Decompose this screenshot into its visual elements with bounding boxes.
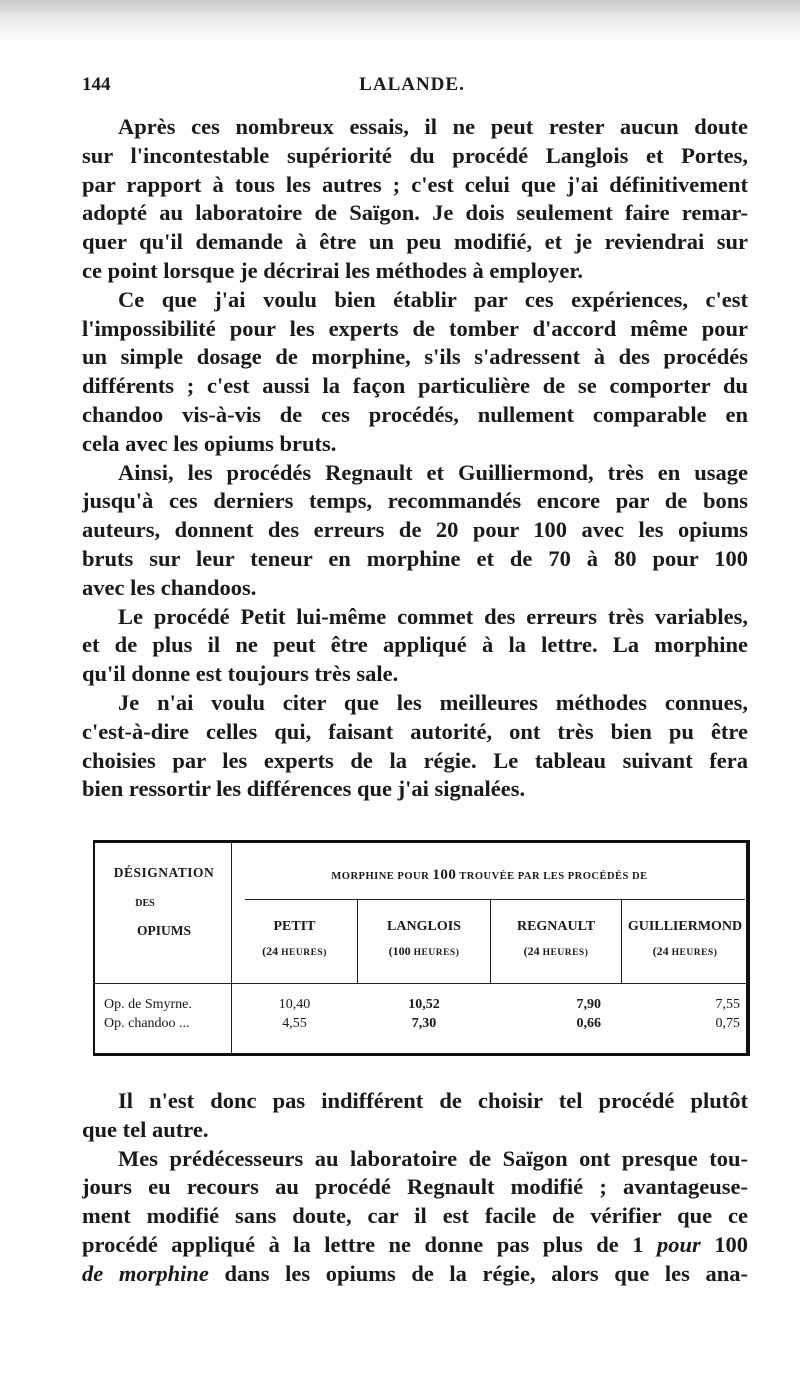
table-rule [490,899,491,983]
text-line: avec les chandoos. [82,574,257,600]
text-line: bruts sur leur teneur en morphine et de 70 à 80 pour 100 [82,545,748,571]
hours-number: (24 [262,944,279,958]
opiums-label: OPIUMS [137,923,191,938]
table-cell: 10,40 [278,997,311,1012]
text-line: quer qu'il demande à être un peu modifié, et je reviendrai sur [82,229,748,255]
text-line: que tel autre. [82,1116,209,1142]
running-head [82,74,742,102]
text-line: jusqu'à ces derniers temps, recommandés encore par de bons [82,488,748,514]
text-line: Je n'ai voulu citer que les meilleures méthodes connues, [118,689,748,715]
column-hours-regnault [491,944,621,959]
text-line: Ce que j'ai voulu bien établir par ces expériences, c'est [118,286,748,312]
hours-word: HEURES) [281,948,327,958]
text-line: ment modifié sans doute, car il est facile de vérifier que ce [82,1203,748,1229]
table-cell: 10,52 [408,997,440,1012]
table-cell: 7,30 [411,1016,437,1031]
column-header-regnault: REGNAULT [516,919,596,934]
body-text-bottom [82,1087,748,1289]
text-line: bien ressortir les différences que j'ai signalées. [82,776,526,802]
text-line: choisies par les experts de la régie. Le tableau suivant fera [82,747,748,773]
column-hours-guilliermond [622,944,748,959]
text-line: chandoo vis-à-vis de ces procédés, nullement comparable en [82,401,748,427]
text-line: qu'il donne est toujours très sale. [82,661,399,687]
text-segment: procédé appliqué à la lettre ne donne pas plus de 1 [82,1231,644,1257]
morphine-header [233,867,746,884]
column-hours-langlois [358,944,490,959]
text-line: Après ces nombreux essais, il ne peut rester aucun doute [118,114,748,139]
hours-number: (24 [523,944,540,958]
text-line: adopté au laboratoire de Saïgon. Je dois seulement faire remar- [82,200,748,226]
hours-word: HEURES) [413,948,460,958]
table-rule [95,983,746,984]
text-line: un simple dosage de morphine, s'ils s'adressent à des procédés [82,344,748,370]
table-rule [245,899,745,900]
morphine-header-num: 100 [432,867,457,883]
italic-text: de morphine [82,1260,209,1286]
text-line: c'est-à-dire celles qui, faisant autorité, ont très bien pu être [82,718,748,744]
text-line: Mes prédécesseurs au laboratoire de Saïgon ont presque tou- [118,1145,748,1171]
text-line-mixed [82,1231,748,1260]
column-header-guilliermond: GUILLIERMOND [627,919,743,934]
text-line: Ainsi, les procédés Regnault et Guilliermond, très en usage [118,459,748,485]
table-cell: 0,75 [715,1016,740,1031]
table-cell: 7,90 [576,997,601,1012]
text-line: jours eu recours au procédé Regnault modifié ; avantageuse- [82,1174,748,1200]
column-header-petit: PETIT [273,919,316,934]
table-cell: 0,66 [576,1016,601,1031]
table-cell: 7,55 [715,997,740,1012]
hours-number: (100 [388,944,411,958]
text-line: cela avec les opiums bruts. [82,430,337,456]
morphine-header-pre: MORPHINE POUR [331,871,430,882]
column-hours-petit [232,944,357,959]
text-line: l'impossibilité pour les experts de tomber d'accord même pour [82,315,748,341]
row-label-chandoo: Op. chandoo ... [104,1016,190,1031]
morphine-header-post: TROUVÉE PAR LES PROCÉDÉS DE [459,871,648,882]
table-rule [357,899,358,983]
text-line: Il n'est donc pas indifférent de choisir tel procédé plutôt [118,1088,748,1113]
page-number: 144 [82,74,111,95]
designation-header: DÉSIGNATION [113,865,215,880]
text-line: ce point lorsque je décrirai les méthodes à employer. [82,257,583,283]
hours-word: HEURES) [542,948,589,958]
des-label: DES [135,898,155,909]
scan-shadow [0,0,800,40]
column-header-langlois: LANGLOIS [387,919,461,934]
text-line: sur l'incontestable supériorité du procédé Langlois et Portes, [82,142,748,168]
text-line: par rapport à tous les autres ; c'est celui que j'ai définitivement [82,171,748,197]
text-segment: dans les opiums de la régie, alors que les ana- [224,1260,748,1286]
text-line: et de plus il ne peut être appliqué à la lettre. La morphine [82,632,748,658]
text-line: différents ; c'est aussi la façon particulière de se comporter du [82,373,748,399]
body-text-top [82,113,748,804]
text-segment: 100 [714,1231,748,1257]
text-line: Le procédé Petit lui-même commet des erreurs très variables, [118,603,748,629]
text-line-mixed [82,1260,748,1289]
table-rule [621,899,622,983]
row-label-smyrne: Op. de Smyrne. [104,997,192,1012]
running-head-title: LALANDE. [359,74,465,95]
hours-number: (24 [652,944,669,958]
morphine-table [93,840,750,1056]
hours-word: HEURES) [671,948,718,958]
italic-text: pour [657,1231,701,1257]
table-cell: 4,55 [282,1016,307,1031]
text-line: auteurs, donnent des erreurs de 20 pour 100 avec les opiums [82,517,748,543]
